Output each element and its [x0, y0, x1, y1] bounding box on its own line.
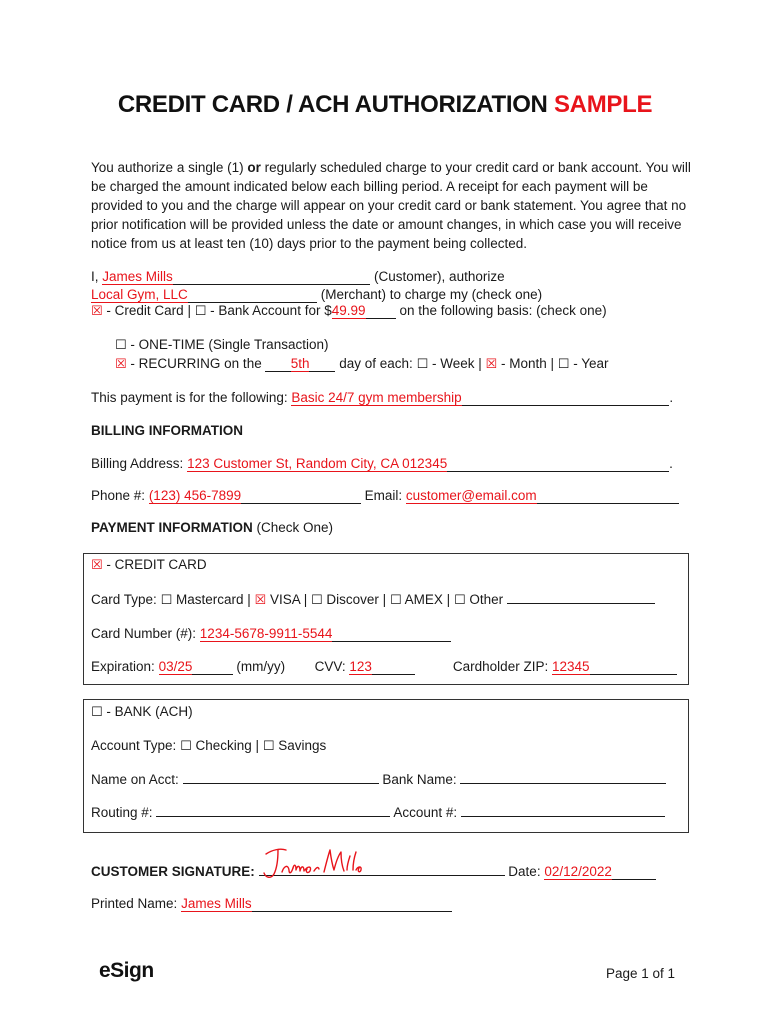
purpose-value: Basic 24/7 gym membership [291, 390, 462, 405]
email-label: Email: [364, 488, 403, 503]
bank-account-option-label: - Bank Account for $ [210, 303, 332, 318]
date-value: 02/12/2022 [544, 864, 612, 879]
signature-line [91, 864, 656, 880]
customer-name-field[interactable] [102, 269, 370, 285]
date-label: Date: [508, 864, 541, 879]
payment-heading-note: (Check One) [256, 520, 334, 535]
cvv-field[interactable] [349, 659, 415, 675]
visa-label: VISA | [269, 592, 308, 607]
routing-field[interactable] [156, 816, 390, 817]
customer-suffix: (Customer), authorize [374, 269, 505, 284]
email-value: customer@email.com [405, 488, 537, 503]
expiration-field[interactable] [159, 659, 233, 675]
page-number: Page 1 of 1 [606, 966, 676, 981]
title-main: CREDIT CARD / ACH AUTHORIZATION [117, 91, 548, 118]
amex-checkbox[interactable]: ☐ [389, 593, 402, 608]
customer-line [91, 269, 505, 285]
card-number-line [91, 626, 451, 642]
checking-checkbox[interactable]: ☐ [180, 739, 192, 754]
other-label: Other [469, 592, 504, 607]
payment-heading [91, 520, 333, 535]
phone-value: (123) 456-7899 [148, 488, 242, 503]
expiration-line [91, 659, 677, 675]
routing-line [91, 805, 665, 820]
customer-prefix: I, [91, 269, 99, 284]
credit-card-option [91, 557, 207, 573]
account-name-label: Name on Acct: [91, 772, 179, 787]
discover-checkbox[interactable]: ☐ [311, 593, 323, 608]
intro-text-2: regularly scheduled charge to your credit card or bank account. You will be charged the amount indicated below each billing period. A receipt for each payment will be provided to you and the charge will appear on your credit card or bank statement. You agree that no prior notification will be provided unless the date or amount changes, in which case you will receive notice from us at least ten (10) days prior to the payment being collected. [91, 160, 691, 251]
card-number-label: Card Number (#): [91, 626, 197, 641]
intro-paragraph [91, 158, 691, 253]
customer-name-value: James Mills [102, 269, 173, 284]
savings-checkbox[interactable]: ☐ [262, 739, 275, 754]
bank-section-checkbox[interactable]: ☐ [91, 705, 103, 720]
contact-line [91, 488, 679, 504]
merchant-line [91, 287, 542, 303]
card-number-field[interactable] [200, 626, 451, 642]
discover-label: Discover | [326, 592, 387, 607]
purpose-end: . [669, 390, 674, 405]
zip-value: 12345 [551, 659, 590, 674]
esign-logo: eSign [99, 959, 154, 982]
billing-address-label: Billing Address: [91, 456, 184, 471]
card-type-line [91, 592, 655, 608]
signature-label: CUSTOMER SIGNATURE: [91, 864, 255, 879]
expiration-value: 03/25 [158, 659, 193, 674]
one-time-line [115, 337, 328, 353]
recurring-mid-label: day of each: [339, 356, 413, 371]
year-label: - Year [573, 356, 609, 371]
merchant-suffix: (Merchant) to charge my (check one) [320, 287, 543, 302]
payment-heading-text: PAYMENT INFORMATION [91, 520, 253, 535]
billing-address-line [91, 456, 673, 472]
year-checkbox[interactable]: ☐ [557, 357, 570, 372]
month-checkbox[interactable]: ☒ [485, 357, 498, 372]
purpose-label: This payment is for the following: [91, 390, 288, 405]
account-number-field[interactable] [461, 816, 665, 817]
phone-label: Phone #: [91, 488, 146, 503]
account-type-label: Account Type: [91, 738, 177, 753]
zip-field[interactable] [552, 659, 677, 675]
recurring-day-value: 5th [290, 356, 310, 371]
printed-name-field[interactable] [181, 896, 452, 912]
billing-address-value: 123 Customer St, Random City, CA 012345 [187, 456, 448, 471]
credit-card-option-label: - Credit Card | [106, 303, 191, 318]
merchant-name-field[interactable] [91, 287, 317, 303]
bank-name-field[interactable] [460, 783, 666, 784]
card-type-label: Card Type: [91, 592, 157, 607]
merchant-name-value: Local Gym, LLC [91, 287, 188, 302]
intro-text-1: You authorize a single (1) [91, 160, 244, 175]
recurring-label: - RECURRING on the [130, 356, 262, 371]
billing-heading: BILLING INFORMATION [91, 423, 243, 438]
purpose-line [91, 390, 673, 406]
printed-name-label: Printed Name: [91, 896, 178, 911]
method-line [91, 303, 607, 319]
date-field[interactable] [544, 864, 656, 880]
other-card-field[interactable] [507, 603, 655, 604]
bank-account-checkbox[interactable]: ☐ [194, 304, 207, 319]
expiration-format: (mm/yy) [236, 659, 286, 674]
title-accent: SAMPLE [553, 91, 653, 118]
week-label: - Week | [432, 356, 482, 371]
month-label: - Month | [500, 356, 554, 371]
bank-option [91, 704, 193, 720]
week-checkbox[interactable]: ☐ [416, 357, 429, 372]
zip-label: Cardholder ZIP: [452, 659, 549, 674]
credit-card-checkbox[interactable]: ☒ [91, 304, 103, 319]
amex-label: AMEX | [404, 592, 451, 607]
mastercard-label: Mastercard | [175, 592, 251, 607]
card-number-value: 1234-5678-9911-5544 [199, 626, 333, 641]
account-name-line [91, 772, 666, 787]
routing-label: Routing #: [91, 805, 153, 820]
intro-or: or [247, 160, 261, 175]
bank-name-label: Bank Name: [382, 772, 457, 787]
cvv-label: CVV: [314, 659, 346, 674]
recurring-day-field[interactable] [265, 356, 335, 372]
handwritten-signature [258, 844, 368, 884]
phone-field[interactable] [149, 488, 361, 504]
purpose-field[interactable] [291, 390, 669, 406]
account-number-label: Account #: [393, 805, 458, 820]
expiration-label: Expiration: [91, 659, 155, 674]
amount-value: 49.99 [331, 303, 366, 318]
basis-label: on the following basis: (check one) [399, 303, 607, 318]
recurring-checkbox[interactable]: ☒ [115, 357, 127, 372]
amount-field[interactable] [332, 303, 396, 319]
billing-address-field[interactable] [187, 456, 669, 472]
billing-address-end: . [669, 456, 673, 471]
credit-card-section-checkbox[interactable]: ☒ [91, 558, 103, 573]
visa-checkbox[interactable]: ☒ [254, 593, 267, 608]
account-name-field[interactable] [183, 783, 379, 784]
one-time-checkbox[interactable]: ☐ [115, 338, 127, 353]
mastercard-checkbox[interactable]: ☐ [160, 593, 173, 608]
savings-label: Savings [278, 738, 327, 753]
recurring-line [115, 356, 608, 372]
checking-label: Checking | [195, 738, 260, 753]
bank-section-label: - BANK (ACH) [106, 704, 193, 719]
cvv-value: 123 [349, 659, 372, 674]
other-checkbox[interactable]: ☐ [453, 593, 466, 608]
one-time-label: - ONE-TIME (Single Transaction) [130, 337, 329, 352]
email-field[interactable] [406, 488, 679, 504]
document-title [0, 91, 770, 119]
printed-name-value: James Mills [181, 896, 252, 911]
account-type-line [91, 738, 326, 754]
credit-card-section-label: - CREDIT CARD [106, 557, 207, 572]
printed-name-line [91, 896, 452, 912]
